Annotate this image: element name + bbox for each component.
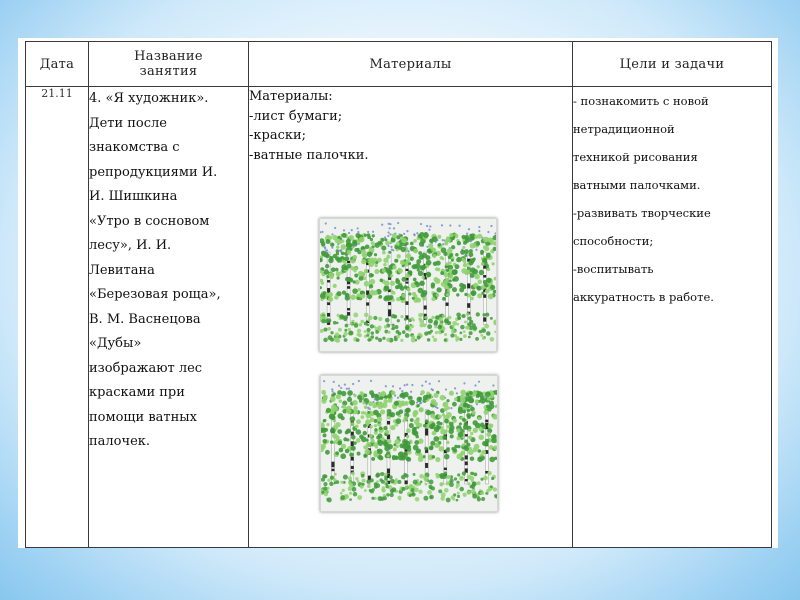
materials-line: Материалы: [249, 89, 333, 104]
lesson-line: изображают лес [89, 360, 203, 376]
lesson-line: помощи ватных [89, 409, 197, 425]
goals-line: -развивать творческие [573, 206, 711, 220]
goals-line: нетрадиционной [573, 122, 675, 136]
lesson-line: 4. «Я художник». [89, 91, 209, 106]
goals-line: способности; [573, 234, 654, 248]
cell-date: 21.11 [26, 87, 89, 548]
lesson-line: лесу», И. И. [89, 238, 172, 253]
lesson-line: знакомства с [89, 140, 180, 155]
goals-line: аккуратность в работе. [573, 290, 714, 304]
header-lesson-name: Название занятия [89, 42, 249, 87]
lesson-line: Дети после [89, 115, 167, 131]
birch-painting-image [321, 376, 497, 511]
materials-line: -лист бумаги; [249, 108, 343, 124]
birch-painting-photo-1 [319, 218, 497, 352]
lesson-line: И. Шишкина [89, 189, 178, 204]
lesson-line: «Березовая роща», [89, 287, 221, 302]
cell-lesson-description [89, 87, 249, 548]
lesson-line: красками при [89, 385, 185, 400]
goals-line: -воспитывать [573, 262, 654, 276]
cell-goals [573, 87, 772, 548]
materials-line: -ватные палочки. [249, 147, 369, 163]
lesson-line: Левитана [89, 262, 155, 278]
lesson-line: В. М. Васнецова [89, 311, 201, 327]
materials-line: -краски; [249, 128, 307, 143]
header-date: Дата [26, 42, 89, 87]
birch-painting-image [320, 219, 496, 351]
lesson-line: палочек. [89, 434, 151, 449]
goals-line: ватными палочками. [573, 178, 701, 192]
goals-line: техникой рисования [573, 150, 698, 164]
header-goals: Цели и задачи [573, 42, 772, 87]
lesson-line: репродукциями И. [89, 164, 218, 180]
header-materials: Материалы [249, 42, 573, 87]
birch-painting-photo-2 [320, 375, 498, 512]
lesson-line: «Дубы» [89, 336, 142, 351]
goals-line: - познакомить с новой [573, 94, 709, 108]
lesson-line: «Утро в сосновом [89, 213, 210, 229]
header-row [26, 42, 772, 87]
